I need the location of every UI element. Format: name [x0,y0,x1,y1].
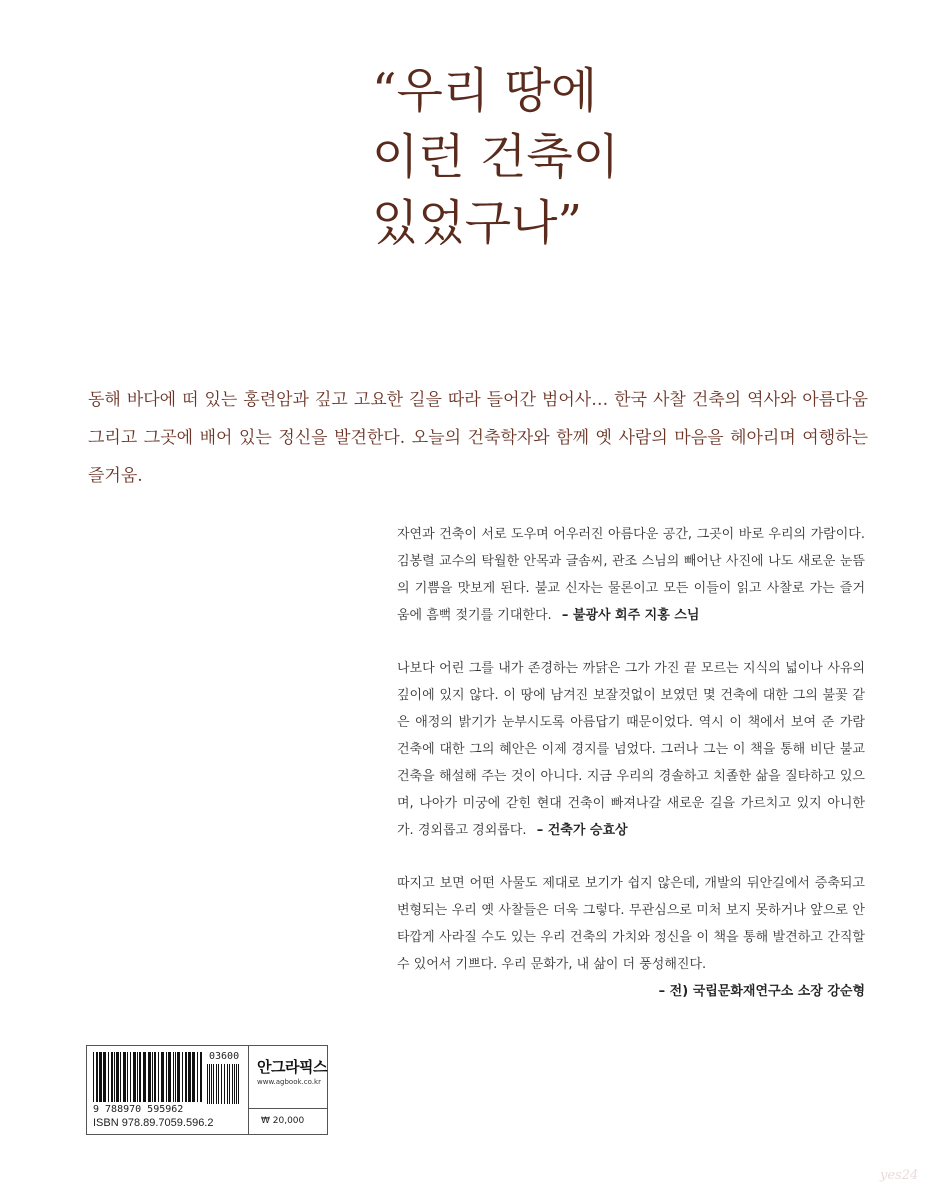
barcode-bar [114,1052,115,1102]
barcode-bar [137,1052,138,1102]
headline-line-1: “우리 땅에 [372,63,598,119]
barcode-bar [216,1064,217,1104]
barcode-addon-bars [207,1064,243,1104]
barcode-bars [93,1052,205,1102]
barcode-bar [93,1052,94,1102]
label-divider [248,1046,249,1134]
barcode-bar [236,1064,237,1104]
barcode-bar [227,1064,228,1104]
headline-line-2: 이런 건축이 [372,129,620,185]
barcode-bar [182,1052,183,1102]
barcode-bar [96,1052,98,1102]
barcode-bar [99,1052,102,1102]
barcode-bar [152,1052,153,1102]
barcode-bar [197,1052,198,1102]
barcode-bar [108,1052,109,1102]
barcode-bar [116,1052,119,1102]
barcode-bar [234,1064,235,1104]
barcode-bar [166,1052,167,1102]
isbn-number: ISBN 978.89.7059.596.2 [93,1117,214,1129]
barcode-bar [158,1052,159,1102]
barcode-label [86,1045,328,1135]
barcode-bar [218,1064,219,1104]
publisher-logo: 안그라픽스 [257,1058,327,1076]
barcode-bar [238,1064,239,1104]
endorsement-3-text: 따지고 보면 어떤 사물도 제대로 보기가 쉽지 않은데, 개발의 뒤안길에서 증축되고 변형되는 우리 옛 사찰들은 더욱 그렇다. 무관심으로 미처 보지 못하거나 앞으로 안타깝게 사라질 수도 있는 우리 건축의 가치와 정신을 이 책을 통해 발견하고 간직할 수 있어서 기쁘다. 우리 문화가, 내 삶이 더 풍성해진다. [397,876,865,972]
barcode-bar [173,1052,174,1102]
endorsement-1-text: 자연과 건축이 서로 도우며 어우러진 아름다운 공간, 그곳이 바로 우리의 가람이다. 김봉렬 교수의 탁월한 안목과 글솜씨, 관조 스님의 빼어난 사진에 나도 새로운 눈뜸의 기쁨을 맛보게 된다. 불교 신자는 물론이고 모든 이들이 읽고 사찰로 가는 즐거움에 흠뻑 젖기를 기대한다. [397,527,865,623]
barcode-bar [207,1064,208,1104]
barcode-bar [188,1052,191,1102]
endorsement-1 [397,521,865,629]
barcode-bar [209,1064,210,1104]
barcode-bar [221,1064,222,1104]
barcode-bar [211,1064,212,1104]
intro-paragraph: 동해 바다에 떠 있는 홍련암과 깊고 고요한 길을 따라 들어간 범어사… 한국 사찰 건축의 역사와 아름다움 그리고 그곳에 배어 있는 정신을 발견한다. 오늘의 건축학자와 함께 옛 사람의 마음을 헤아리며 여행하는 즐거움. [88,390,868,486]
headline-quote [372,58,852,256]
barcode-bar [120,1052,121,1102]
barcode-bar [139,1052,141,1102]
endorsement-2 [397,655,865,844]
endorsement-2-attribution: – 건축가 승효상 [536,823,628,838]
barcode-bar [123,1052,126,1102]
barcode-bar [143,1052,146,1102]
barcode-bar [229,1064,230,1104]
barcode-bar [177,1052,180,1102]
endorsement-3-attribution: – 전) 국립문화재연구소 소장 강순형 [658,984,865,999]
barcode-bar [161,1052,164,1102]
barcode-bar [175,1052,176,1102]
barcode-bar [130,1052,131,1102]
barcode-addon-digits: 03600 [209,1051,240,1062]
barcode-bar [154,1052,156,1102]
barcode-bar [133,1052,136,1102]
barcode-bar [200,1052,202,1102]
headline-line-3: 있었구나” [372,195,583,251]
endorsement-3 [397,870,865,1005]
label-divider-horizontal [248,1108,328,1109]
barcode-bar [168,1052,171,1102]
barcode-bar [192,1052,195,1102]
barcode-bar [213,1064,214,1104]
barcode-bar [103,1052,106,1102]
publisher-url: www.agbook.co.kr [257,1078,321,1086]
barcode-bar [111,1052,113,1102]
barcode-bar [224,1064,225,1104]
barcode-bar [127,1052,128,1102]
endorsement-2-text: 나보다 어린 그를 내가 존경하는 까닭은 그가 가진 끝 모르는 지식의 넓이나 사유의 깊이에 있지 않다. 이 땅에 남겨진 보잘것없이 보였던 몇 건축에 대한 그의 불꽃 같은 애정의 밝기가 눈부시도록 아름답기 때문이었다. 역시 이 책에서 보여 준 가람 건축에 대한 그의 혜안은 이제 경지를 넘었다. 그러나 그는 이 책을 통해 비단 불교 건축을 해설해 주는 것이 아니다. 지금 우리의 경솔하고 치졸한 삶을 질타하고 있으며, 나아가 미궁에 갇힌 현대 건축이 빠져나갈 새로운 길을 가르치고 있지 아니한가. 경외롭고 경외롭다. [397,661,865,838]
endorsement-1-attribution: – 불광사 회주 지홍 스님 [561,608,700,623]
barcode-bar [185,1052,187,1102]
watermark: yes24 [880,1168,919,1183]
barcode-bar [232,1064,233,1104]
endorsements [397,521,865,1005]
barcode-bar [148,1052,151,1102]
barcode-digits: 9 788970 595962 [93,1104,184,1115]
price: ₩ 20,000 [261,1116,305,1126]
